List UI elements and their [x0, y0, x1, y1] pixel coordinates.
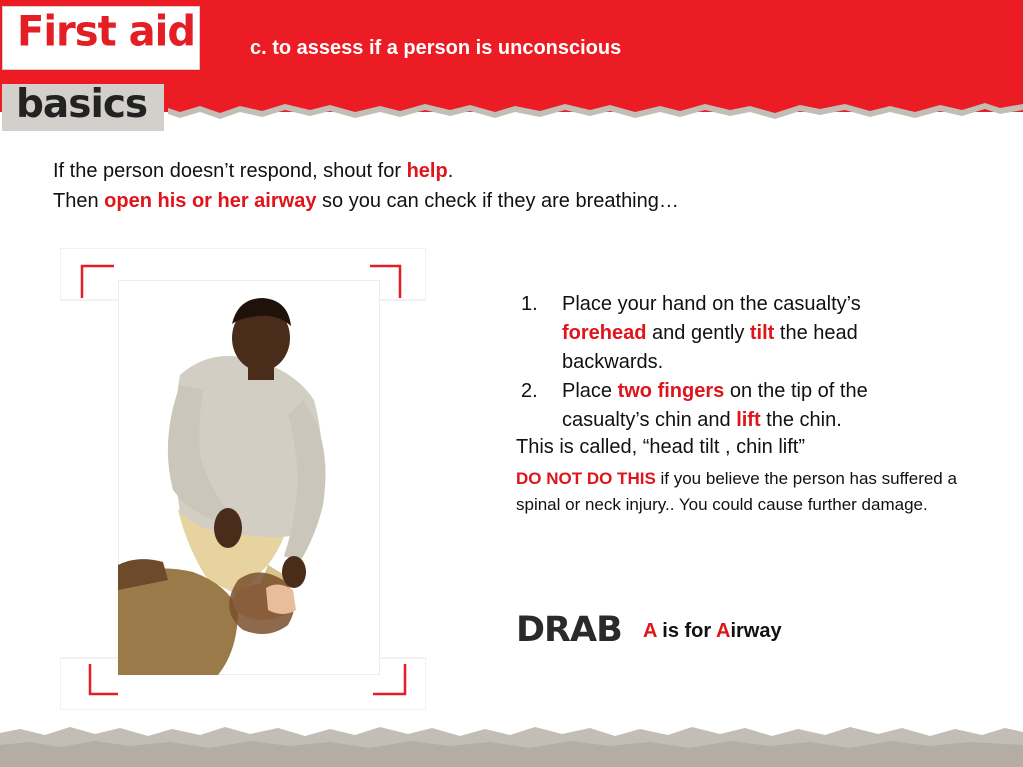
basics-logo	[2, 84, 164, 131]
warning-body: if you believe the person has suffered a spinal or neck injury.. You could cause further damage.	[516, 469, 957, 514]
tilt-highlight: tilt	[749, 322, 775, 344]
intro-line-1	[53, 156, 679, 186]
step-text	[562, 377, 868, 435]
help-highlight: help	[406, 160, 448, 182]
footer-torn-edge	[0, 715, 1023, 767]
slide-title: c. to assess if a person is unconscious	[250, 37, 622, 59]
lift-highlight: lift	[736, 409, 761, 431]
first-aid-logo	[2, 6, 200, 70]
intro-text	[53, 156, 679, 216]
intro-line-2-text: Then	[53, 190, 105, 212]
step-2-pre: Place	[562, 380, 618, 402]
intro-line-1-text: If the person doesn’t respond, shout for	[53, 160, 407, 182]
step-2-line-2	[562, 406, 868, 435]
intro-line-2-end: so you can check if they are breathing…	[316, 190, 679, 212]
warning-text	[516, 466, 974, 518]
warning-highlight: DO NOT DO THIS	[516, 469, 656, 488]
step-1-line-2	[562, 319, 861, 348]
step-text	[562, 290, 861, 377]
step-2-line-1	[562, 377, 868, 406]
airway-letter-2: A	[715, 620, 731, 642]
forehead-highlight: forehead	[562, 322, 647, 344]
first-aid-logo-text: First aid	[17, 7, 195, 57]
intro-line-1-end: .	[447, 160, 454, 182]
step-1-line-3: backwards.	[562, 351, 664, 373]
step-1-end: the head	[774, 322, 858, 344]
airway-mid: is for	[656, 620, 716, 642]
step-number: 1.	[521, 293, 538, 315]
airway-rest: irway	[730, 620, 782, 642]
instructions-list	[521, 290, 971, 435]
airway-caption	[643, 620, 782, 643]
step-2-line-2-pre: casualty’s chin and	[562, 409, 737, 431]
step-2-post: on the tip of the	[724, 380, 868, 402]
drab-logo: DRAB	[516, 610, 622, 650]
step-1-mid: and gently	[646, 322, 750, 344]
basics-logo-text: basics	[16, 82, 148, 127]
intro-line-2	[53, 186, 679, 216]
airway-highlight: open his or her airway	[104, 190, 317, 212]
airway-letter: A	[643, 620, 657, 642]
list-item	[521, 290, 971, 377]
list-item	[521, 377, 971, 435]
step-1-line-1: Place your hand on the casualty’s	[562, 293, 861, 315]
two-fingers-highlight: two fingers	[617, 380, 725, 402]
step-number: 2.	[521, 380, 538, 402]
step-2-line-2-end: the chin.	[760, 409, 842, 431]
first-aid-photo	[118, 280, 380, 675]
technique-name: This is called, “head tilt , chin lift”	[516, 436, 805, 458]
